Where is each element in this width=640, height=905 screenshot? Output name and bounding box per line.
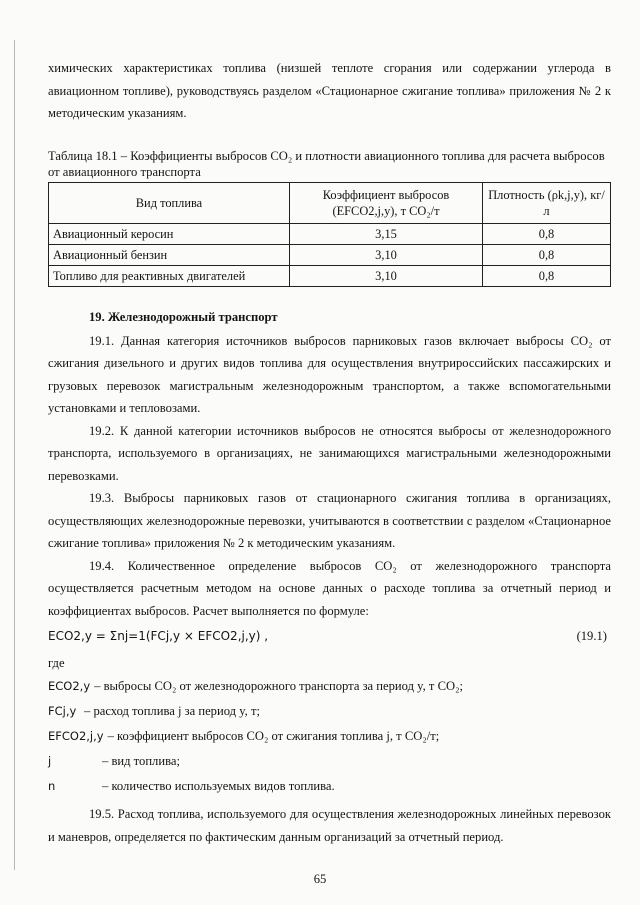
document-body	[48, 57, 611, 848]
paragraph-19-1: 19.1. Данная категория источников выбросов парниковых газов включает выбросы CO₂ от сжигания дизельного и других видов топлива для осуществления внутрироссийских пассажирских и грузовых перевозок магистральным железнодорожным транспортом, а также вспомогательными установками и тепловозами.	[48, 333, 611, 415]
header-density: Плотность (ρk,j,y), кг/л	[483, 182, 611, 223]
paragraph-intro: химических характеристиках топлива (низшей теплоте сгорания или содержании углерода в авиационном топливе), руководствуясь разделом «Стационарное сжигание топлива» приложения № 2 к методическим указаниям.	[48, 61, 611, 120]
section-title: 19. Железнодорожный транспорт	[89, 309, 278, 324]
definition-text: – вид топлива;	[102, 754, 180, 768]
header-emission-factor: Коэффициент выбросов (EFCO2,j,y), т CO₂/т	[290, 182, 483, 223]
formula-number: (19.1)	[576, 629, 607, 643]
table-cell: 3,10	[290, 244, 483, 265]
table-cell: 3,10	[290, 265, 483, 286]
table-cell: 3,15	[290, 223, 483, 244]
page-number: 65	[313, 872, 327, 886]
header-fuel-type: Вид топлива	[49, 182, 290, 223]
definition-symbol: EFCO2,j,y	[48, 729, 104, 743]
table-row	[49, 265, 611, 286]
definition-symbol: ECO2,y	[48, 679, 91, 693]
definition-item	[48, 674, 611, 699]
definition-text: – количество используемых видов топлива.	[102, 779, 335, 793]
left-margin-line	[14, 40, 15, 870]
definition-symbol: j	[48, 754, 52, 768]
table-cell: 0,8	[483, 265, 611, 286]
formula-19-1	[48, 624, 611, 648]
definition-item	[48, 724, 611, 749]
paragraph-19-5: 19.5. Расход топлива, используемого для осуществления железнодорожных линейных перевозок и маневров, определяется по фактическим данным организаций за отчетный период.	[48, 807, 611, 844]
definition-text: – выбросы CO₂ от железнодорожного транспорта за период y, т CO₂;	[94, 679, 463, 693]
definition-text: – расход топлива j за период y, т;	[84, 704, 260, 718]
table-cell: Авиационный бензин	[49, 244, 290, 265]
paragraph-19-4: 19.4. Количественное определение выбросов CO₂ от железнодорожного транспорта осуществляется расчетным методом на основе данных о расходе топлива за отчетный период и коэффициентах выбросов. Расчет выполняется по формуле:	[48, 558, 611, 618]
emission-factors-table	[48, 182, 611, 287]
table-cell: 0,8	[483, 223, 611, 244]
paragraph-19-2: 19.2. К данной категории источников выбросов не относятся выбросы от железнодорожного транспорта, используемого в организациях, не занимающихся магистральными железнодорожными перевозками.	[48, 423, 611, 483]
definition-symbol: n	[48, 779, 56, 793]
definition-text: – коэффициент выбросов CO₂ от сжигания топлива j, т CO₂/т;	[107, 729, 440, 743]
table-header-row	[49, 182, 611, 223]
table-cell: 0,8	[483, 244, 611, 265]
paragraph-19-3: 19.3. Выбросы парниковых газов от стационарного сжигания топлива в организациях, осуществляющих железнодорожные перевозки, учитываются в соответствии с разделом «Стационарное сжигание топлива» приложения № 2 к методическим указаниям.	[48, 491, 611, 550]
definition-symbol: FCj,y	[48, 704, 77, 718]
where-label: где	[48, 656, 65, 670]
table-row	[49, 244, 611, 265]
table-row	[49, 223, 611, 244]
table-cell: Авиационный керосин	[49, 223, 290, 244]
definition-item	[48, 699, 611, 724]
table-caption: Таблица 18.1 – Коэффициенты выбросов CO₂ и плотности авиационного топлива для расчета выбросов от авиационного транспорта	[48, 148, 605, 179]
definition-item	[48, 749, 611, 774]
formula-expression: ECO2,y = Σnj=1(FCj,y × EFCO2,j,y) ,	[48, 629, 269, 643]
table-cell: Топливо для реактивных двигателей	[49, 265, 290, 286]
definition-item	[48, 774, 611, 799]
